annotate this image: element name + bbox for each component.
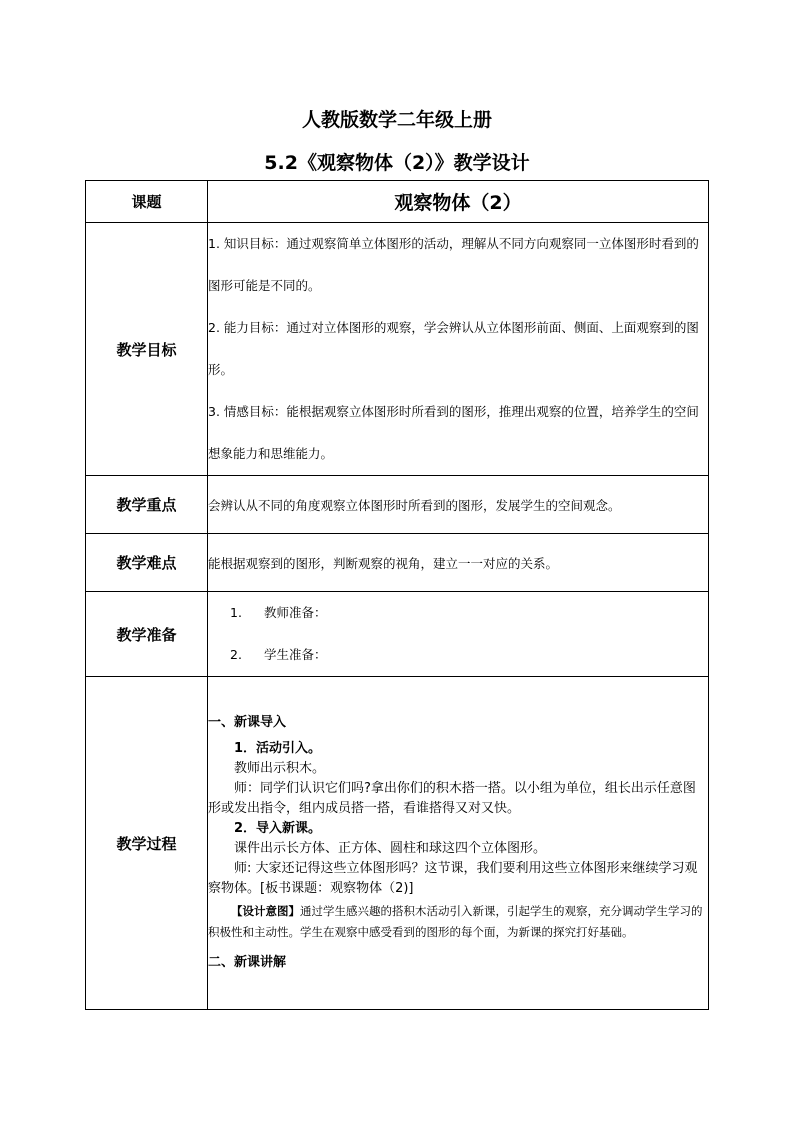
- key-label: 教学重点: [86, 476, 208, 534]
- prep-item-student: [208, 634, 708, 676]
- document-title: 人教版数学二年级上册: [301, 109, 492, 131]
- key-text: 会辨认从不同的角度观察立体图形时所看到的图形，发展学生的空间观念。: [208, 476, 709, 534]
- prep-row: [86, 592, 709, 677]
- step-text: 教师出示积木。: [234, 761, 326, 776]
- difficulty-text: 能根据观察到的图形，判断观察的视角，建立一一对应的关系。: [208, 534, 709, 592]
- prep-item-number: 1.: [230, 605, 242, 620]
- step-text: 师：同学们认识它们吗?拿出你们的积木搭一搭。以小组为单位，组长出示任意图形或发出指令，组内成员搭一搭，看谁搭得又对又快。: [208, 781, 696, 816]
- design-intent: [208, 901, 708, 943]
- prep-item-text: 教师准备：: [264, 605, 327, 620]
- difficulty-label: 教学难点: [86, 534, 208, 592]
- section-heading-new-lesson: 二、新课讲解: [208, 955, 287, 970]
- goals-cell: [208, 223, 709, 476]
- goal-emotion: 3. 情感目标：能根据观察立体图形时所看到的图形，推理出观察的位置，培养学生的空间想象能力和思维能力。: [208, 404, 699, 461]
- topic-value: 观察物体（2）: [208, 181, 709, 223]
- goal-ability: 2. 能力目标：通过对立体图形的观察，学会辨认从立体图形前面、侧面、上面观察到的图形。: [208, 320, 699, 377]
- prep-item-teacher: [208, 592, 708, 634]
- topic-row: [86, 181, 709, 223]
- prep-cell: [208, 592, 709, 677]
- difficulty-row: [86, 534, 709, 592]
- key-row: [86, 476, 709, 534]
- process-cell: [208, 677, 709, 1010]
- process-label: 教学过程: [86, 677, 208, 1010]
- design-intent-label: 【设计意图】: [231, 904, 300, 918]
- section-heading-intro: 一、新课导入: [208, 715, 287, 730]
- prep-item-text: 学生准备：: [264, 647, 327, 662]
- step-title: 2．导入新课。: [234, 821, 322, 836]
- lesson-plan-table: [85, 180, 709, 1010]
- design-intent-text: 通过学生感兴趣的搭积木活动引入新课，引起学生的观察，充分调动学生学习的积极性和主动性。学生在观察中感受看到的图形的每个面，为新课的探究打好基础。: [208, 904, 703, 939]
- goals-row: [86, 223, 709, 476]
- prep-label: 教学准备: [86, 592, 208, 677]
- goals-label: 教学目标: [86, 223, 208, 476]
- process-row: [86, 677, 709, 1010]
- step-text: 课件出示长方体、正方体、圆柱和球这四个立体图形。: [234, 841, 547, 856]
- step-title: 1．活动引入。: [234, 741, 322, 756]
- goal-knowledge: 1. 知识目标：通过观察简单立体图形的活动，理解从不同方向观察同一立体图形时看到的图形可能是不同的。: [208, 236, 699, 293]
- topic-label: 课题: [86, 181, 208, 223]
- step-text: 师: 大家还记得这些立体图形吗？这节课，我们要利用这些立体图形来继续学习观察物体。[板书课题：观察物体（2)]: [208, 861, 698, 896]
- prep-item-number: 2.: [230, 647, 242, 662]
- document-subtitle: 5.2《观察物体（2）》教学设计: [264, 152, 530, 174]
